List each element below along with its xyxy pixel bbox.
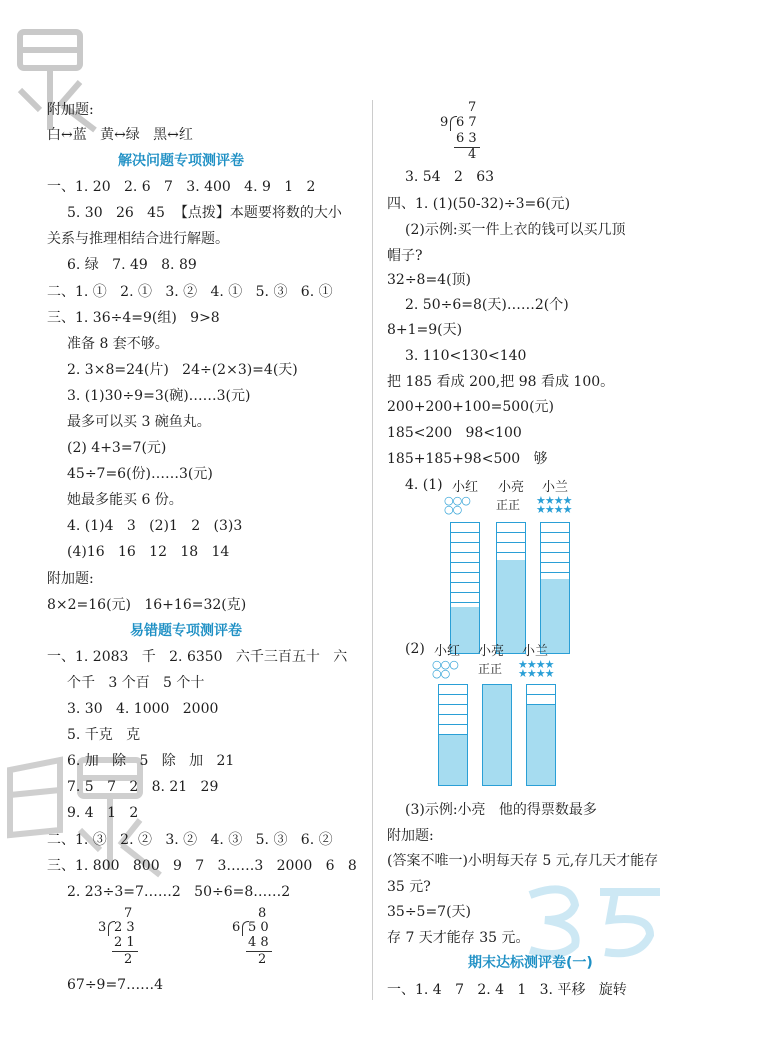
answer-line: 3. 30 4. 1000 2000 <box>67 701 219 717</box>
pictograph-chart-1 <box>430 474 590 634</box>
answer-line: 35 元? <box>387 879 431 895</box>
category-label: 小红 <box>452 480 479 495</box>
category-label: 小兰 <box>542 480 569 495</box>
remainder: 2 <box>258 952 267 967</box>
bar <box>540 522 570 654</box>
product: 6 3 <box>456 131 477 146</box>
answer-line: (4)16 16 12 18 14 <box>67 544 230 560</box>
answer-line: 7. 5 7 2 8. 21 29 <box>67 779 219 795</box>
divisor: 9 <box>440 115 449 130</box>
answer-line: 二、1. ① 2. ① 3. ② 4. ① 5. ③ 6. ① <box>47 284 333 300</box>
bar <box>450 522 480 654</box>
answer-line: 6. 绿 7. 49 8. 89 <box>67 257 197 273</box>
divisor: 6 <box>232 920 241 935</box>
answer-line: 32÷8=4(顶) <box>387 272 472 288</box>
long-division <box>232 906 292 972</box>
answer-line: 185+185+98<500 够 <box>387 451 548 467</box>
pictograph-chart-2 <box>430 638 570 788</box>
circle-tally-icon: ○○○ ○○ <box>444 494 470 516</box>
tally-mark: 正正 <box>478 662 503 676</box>
product: 2 1 <box>114 935 135 950</box>
answer-line: (2) 4+3=7(元) <box>67 440 167 456</box>
bar-fill <box>439 735 467 785</box>
chart-label: 4. (1) <box>405 477 443 493</box>
section-title-error-prone: 易错题专项测评卷 <box>130 623 242 639</box>
answer-line: 一、1. 2083 千 2. 6350 六千三百五十 六 <box>47 649 348 665</box>
dividend: 5 0 <box>248 920 269 935</box>
circle-tally-icon: ○○○ ○○ <box>432 658 458 680</box>
answer-line: 3. 110<130<140 <box>405 348 527 364</box>
star-tally-icon: ★★★★ ★★★★ <box>518 658 554 680</box>
answer-line: 存 7 天才能存 35 元。 <box>387 930 530 946</box>
section-title-problem-solving: 解决问题专项测评卷 <box>118 153 244 169</box>
bar <box>438 684 468 786</box>
category-label: 小兰 <box>522 644 549 659</box>
answer-line: 一、1. 4 7 2. 4 1 3. 平移 旋转 <box>387 982 627 998</box>
bonus-label: 附加题: <box>387 828 434 844</box>
bar <box>526 684 556 786</box>
answer-line: (3)示例:小亮 他的得票数最多 <box>405 802 597 818</box>
watermark-bottom-right <box>520 880 700 960</box>
bonus-label: 附加题: <box>47 571 94 587</box>
category-label: 小亮 <box>498 480 525 495</box>
answer-line: 2. 23÷3=7……2 50÷6=8……2 <box>67 884 291 900</box>
answer-line: 5. 30 26 45 【点拨】本题要将数的大小 <box>67 205 342 221</box>
answer-line: 一、1. 20 2. 6 7 3. 400 4. 9 1 2 <box>47 179 316 195</box>
answer-line: 185<200 98<100 <box>387 425 522 441</box>
bonus-label: 附加题: <box>47 102 94 118</box>
answer-line: 准备 8 套不够。 <box>67 336 169 352</box>
category-label: 小红 <box>434 644 461 659</box>
answer-line: 5. 千克 克 <box>67 727 141 743</box>
watermark-top-left <box>0 20 110 140</box>
answer-line: 最多可以买 3 碗鱼丸。 <box>67 414 211 430</box>
product: 4 8 <box>248 935 269 950</box>
bar-fill <box>527 705 555 785</box>
answer-line: 2. 50÷6=8(天)……2(个) <box>405 297 569 313</box>
long-division <box>440 100 500 166</box>
answer-line: 2. 3×8=24(片) 24÷(2×3)=4(天) <box>67 362 298 378</box>
dividend: 2 3 <box>114 920 135 935</box>
answer-line: (2)示例:买一件上衣的钱可以买几顶 <box>405 222 626 238</box>
answer-line: 4. (1)4 3 (2)1 2 (3)3 <box>67 518 243 534</box>
bonus-answer: 白↔蓝 黄↔绿 黑↔红 <box>47 127 193 143</box>
answer-line: 帽子? <box>387 248 423 264</box>
answer-line: 四、1. (1)(50-32)÷3=6(元) <box>387 196 571 212</box>
answer-line: 3. 54 2 63 <box>405 169 495 185</box>
answer-line: 67÷9=7……4 <box>67 977 163 993</box>
dividend: 6 7 <box>456 115 477 130</box>
answer-line: 8×2=16(元) 16+16=32(克) <box>47 597 247 613</box>
answer-line: 三、1. 36÷4=9(组) 9>8 <box>47 310 220 326</box>
quotient: 7 <box>124 906 133 921</box>
bar <box>482 684 512 786</box>
section-title-final-exam: 期末达标测评卷(一) <box>468 955 593 971</box>
divisor: 3 <box>98 920 107 935</box>
answer-line: 35÷5=7(天) <box>387 904 472 920</box>
chart-label: (2) <box>405 641 425 657</box>
answer-line: 把 185 看成 200,把 98 看成 100。 <box>387 374 615 390</box>
bar <box>496 522 526 654</box>
answer-line: 3. (1)30÷9=3(碗)……3(元) <box>67 388 251 404</box>
answer-line: 关系与推理相结合进行解题。 <box>47 231 229 247</box>
answer-line: 她最多能买 6 份。 <box>67 492 183 508</box>
column-divider <box>372 100 373 1000</box>
long-division <box>98 906 158 972</box>
answer-line: 8+1=9(天) <box>387 322 463 338</box>
star-tally-icon: ★★★★ ★★★★ <box>536 494 572 516</box>
answer-line: 二、1. ③ 2. ② 3. ② 4. ③ 5. ③ 6. ② <box>47 832 333 848</box>
quotient: 8 <box>258 906 267 921</box>
remainder: 4 <box>468 147 477 162</box>
tally-mark: 正正 <box>496 498 521 512</box>
answer-line: 6. 加 除 5 除 加 21 <box>67 753 235 769</box>
answer-line: 9. 4 1 2 <box>67 805 139 821</box>
answer-line: 200+200+100=500(元) <box>387 399 555 415</box>
category-label: 小亮 <box>478 644 505 659</box>
remainder: 2 <box>124 952 133 967</box>
answer-line: 45÷7=6(份)……3(元) <box>67 466 213 482</box>
bar-fill <box>483 685 511 785</box>
answer-line: 三、1. 800 800 9 7 3……3 2000 6 8 <box>47 858 357 874</box>
answer-line: 个千 3 个百 5 个十 <box>67 675 205 691</box>
answer-line: (答案不唯一)小明每天存 5 元,存几天才能存 <box>387 853 659 869</box>
quotient: 7 <box>468 100 477 115</box>
